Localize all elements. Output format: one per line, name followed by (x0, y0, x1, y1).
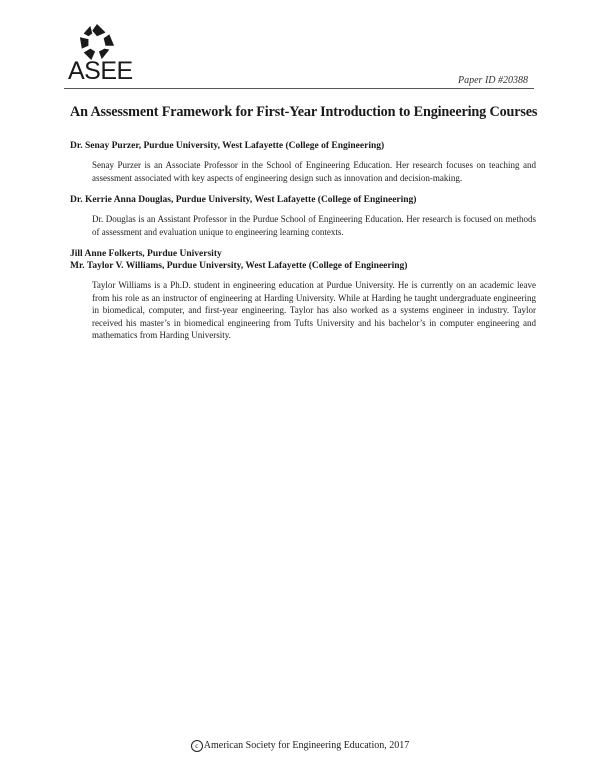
author-bio-douglas: Dr. Douglas is an Assistant Professor in the Purdue School of Engineering Education. Her research is focused on methods of assessment and evaluation unique to engineering learning contexts. (92, 214, 536, 237)
author-heading-douglas: Dr. Kerrie Anna Douglas, Purdue University, West Lafayette (College of Engineering) (70, 195, 417, 205)
footer (0, 740, 600, 752)
asee-logo (64, 22, 136, 88)
author-bio-williams: Taylor Williams is a Ph.D. student in engineering education at Purdue University. He is currently on an academic leave from his role as an instructor of engineering at Harding University. While at Harding he taught undergraduate engineering in biomedical, computer, and first-year engineering. Taylor has also worked as a systems engineer in industry. Taylor received his master’s in biomedical engineering from Tufts University and his bachelor’s in computer engineering and mathematics from Harding University. (92, 280, 536, 340)
author-list (70, 140, 536, 352)
author-heading-folkerts: Jill Anne Folkerts, Purdue University (70, 249, 222, 259)
logo-wordmark: ASEE (68, 57, 133, 85)
paper-title: An Assessment Framework for First-Year Introduction to Engineering Courses (70, 104, 538, 120)
asee-star-icon (78, 22, 116, 62)
header-rule (64, 88, 534, 89)
copyright-icon: c (191, 740, 203, 752)
author-bio-purzer: Senay Purzer is an Associate Professor in the School of Engineering Education. Her research focuses on teaching and assessment associated with key aspects of engineering design such as innovation and decision-making. (92, 160, 536, 183)
footer-text: American Society for Engineering Education, 2017 (203, 740, 410, 751)
author-heading-williams: Mr. Taylor V. Williams, Purdue University, West Lafayette (College of Engineering) (70, 261, 408, 271)
paper-id: Paper ID #20388 (458, 75, 528, 86)
author-heading-purzer: Dr. Senay Purzer, Purdue University, West Lafayette (College of Engineering) (70, 141, 385, 151)
